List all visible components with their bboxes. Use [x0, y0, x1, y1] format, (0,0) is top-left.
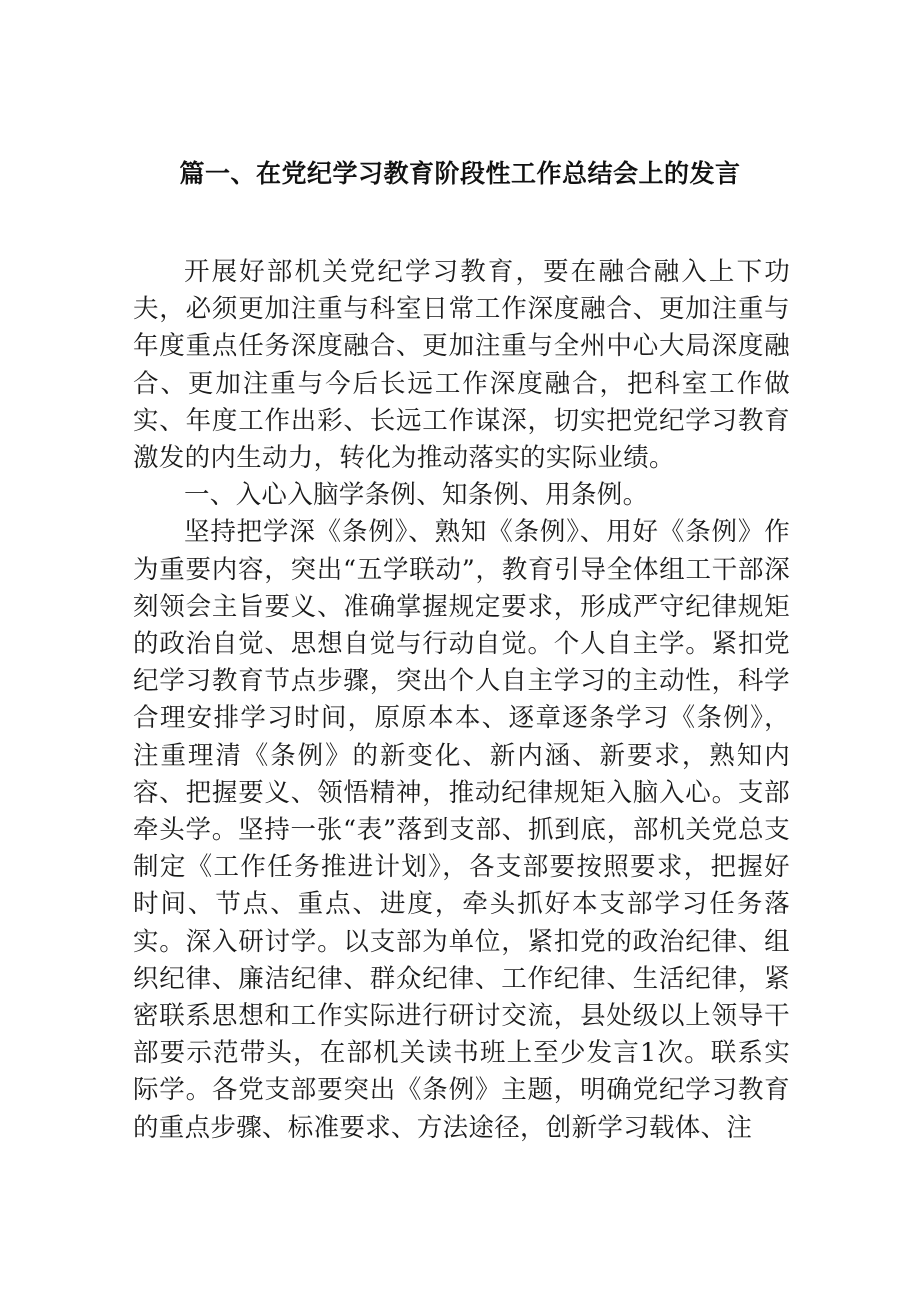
document-title: 篇一、在党纪学习教育阶段性工作总结会上的发言 — [179, 159, 741, 188]
document-body — [133, 254, 790, 1147]
paragraph-intro: 开展好部机关党纪学习教育，要在融合融入上下功夫，必须更加注重与科室日常工作深度融合、更加注重与年度重点任务深度融合、更加注重与全州中心大局深度融合、更加注重与今后长远工作深度融合，把科室工作做实、年度工作出彩、长远工作谋深，切实把党纪学习教育激发的内生动力，转化为推动落实的实际业绩。 — [133, 257, 790, 474]
paragraph-section-1: 坚持把学深《条例》、熟知《条例》、用好《条例》作为重要内容，突出“五学联动”，教育引导全体组工干部深刻领会主旨要义、准确掌握规定要求，形成严守纪律规矩的政治自觉、思想自觉与行动自觉。个人自主学。紧扣党纪学习教育节点步骤，突出个人自主学习的主动性，科学合理安排学习时间，原原本本、逐章逐条学习《条例》，注重理清《条例》的新变化、新内涵、新要求，熟知内容、把握要义、领悟精神，推动纪律规矩入脑入心。支部牵头学。坚持一张“表”落到支部、抓到底，部机关党总支制定《工作任务推进计划》，各支部要按照要求，把握好时间、节点、重点、进度，牵头抓好本支部学习任务落实。深入研讨学。以支部为单位，紧扣党的政治纪律、组织纪律、廉洁纪律、群众纪律、工作纪律、生活纪律，紧密联系思想和工作实际进行研讨交流，县处级以上领导干部要示范带头，在部机关读书班上至少发言1次。联系实际学。各党支部要突出《条例》主题，明确党纪学习教育的重点步骤、标准要求、方法途径，创新学习载体、注 — [133, 517, 790, 1143]
section-heading-1: 一、入心入脑学条例、知条例、用条例。 — [184, 480, 649, 511]
